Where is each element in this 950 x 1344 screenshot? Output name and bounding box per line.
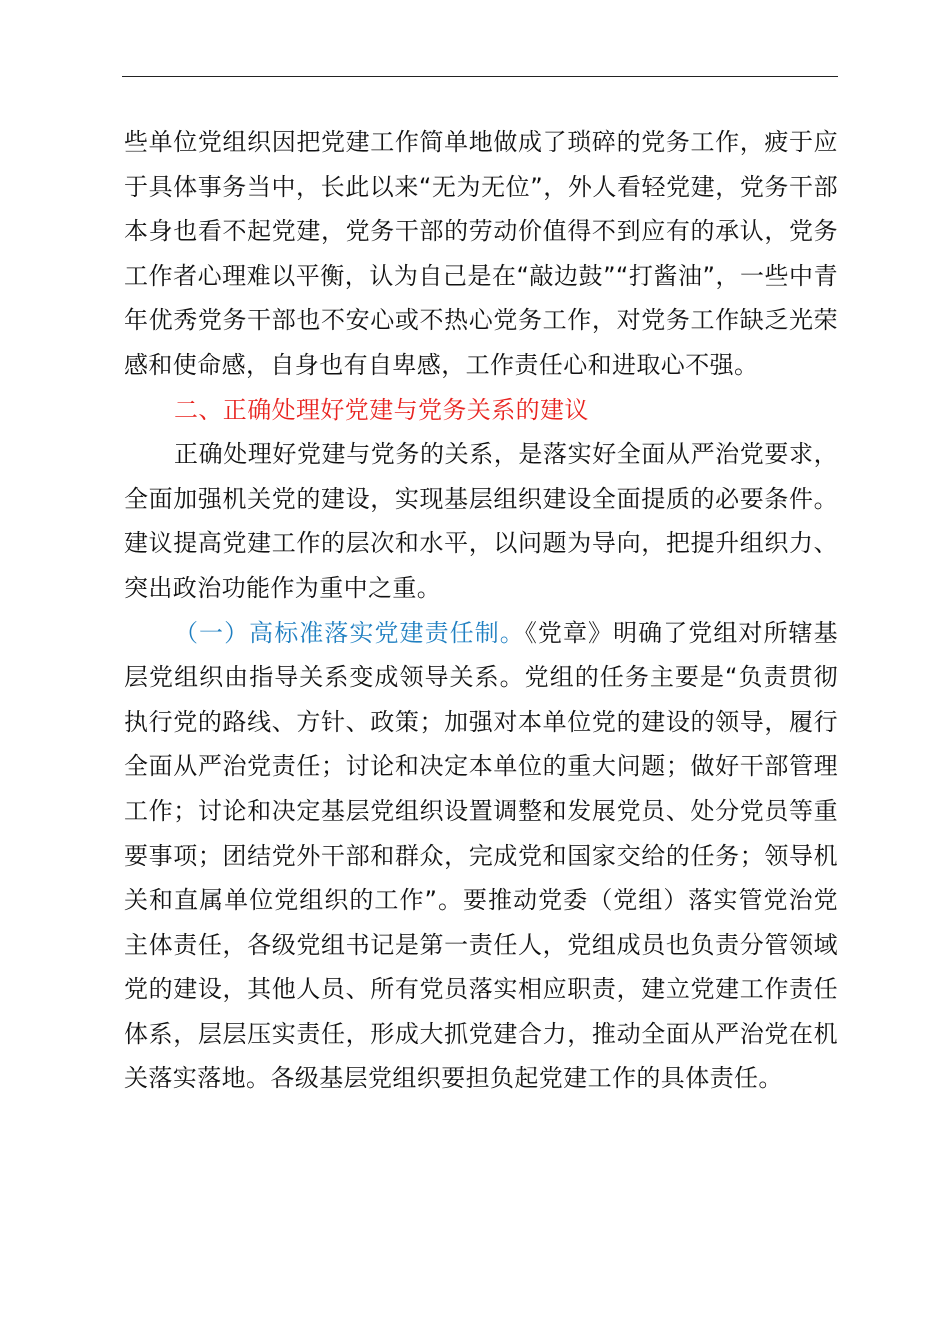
document-body [124,120,838,1101]
subsection-heading: （一）高标准落实党建责任制。 [174,618,525,647]
paragraph-responsibility [124,611,838,1102]
paragraph-responsibility-text: 《党章》明确了党组对所辖基层党组织由指导关系变成领导关系。党组的任务主要是“负责贯彻执行党的路线、方针、政策；加强对本单位党的建设的领导，履行全面从严治党责任；讨论和决定本单位的重大问题；做好干部管理工作；讨论和决定基层党组织设置调整和发展党员、处分党员等重要事项；团结党外干部和群众，完成党和国家交给的任务；领导机关和直属单位党组织的工作”。要推动党委（党组）落实管党治党主体责任，各级党组书记是第一责任人，党组成员也负责分管领域党的建设，其他人员、所有党员落实相应职责，建立党建工作责任体系，层层压实责任，形成大抓党建合力，推动全面从严治党在机关落实落地。各级基层党组织要担负起党建工作的具体责任。 [124,618,838,1093]
section-heading: 二、正确处理好党建与党务关系的建议 [174,395,589,424]
header-rule [122,76,838,77]
paragraph-continuation: 些单位党组织因把党建工作简单地做成了琐碎的党务工作，疲于应于具体事务当中，长此以来“无为无位”，外人看轻党建，党务干部本身也看不起党建，党务干部的劳动价值得不到应有的承认，党务工作者心理难以平衡，认为自己是在“敲边鼓”“打酱油”，一些中青年优秀党务干部也不安心或不热心党务工作，对党务工作缺乏光荣感和使命感，自身也有自卑感，工作责任心和进取心不强。 [124,128,838,379]
paragraph-intro: 正确处理好党建与党务的关系，是落实好全面从严治党要求，全面加强机关党的建设，实现基层组织建设全面提质的必要条件。建议提高党建工作的层次和水平，以问题为导向，把提升组织力、突出政治功能作为重中之重。 [124,440,838,602]
